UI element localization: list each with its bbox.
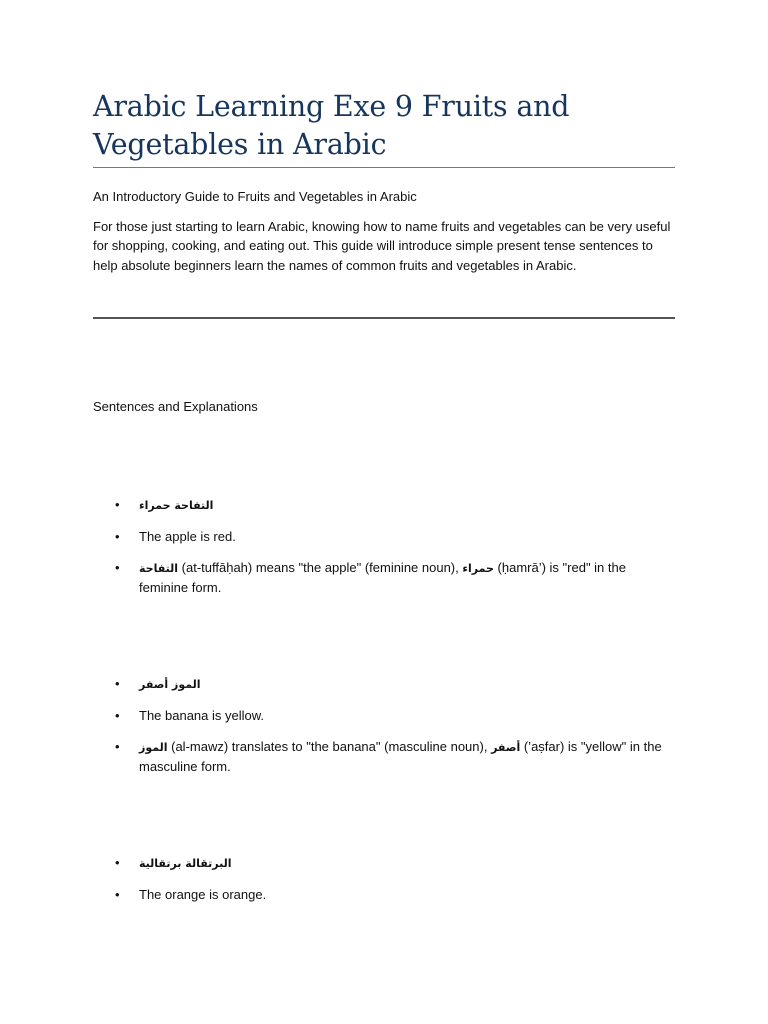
arabic-word: أصفر	[491, 741, 521, 754]
document-title: Arabic Learning Exe 9 Fruits and Vegetables in Arabic	[93, 90, 570, 161]
bullet: •	[115, 739, 120, 754]
list-item-arabic-sentence	[115, 495, 675, 515]
list-item-explanation	[115, 737, 675, 777]
bullet: •	[115, 497, 120, 512]
bullet: •	[115, 560, 120, 575]
arabic-sentence: الموز أصفر	[139, 678, 201, 691]
translation-text: The orange is orange.	[139, 887, 267, 902]
bullet: •	[115, 529, 120, 544]
list-item-arabic-sentence	[115, 674, 675, 694]
list-item-translation	[115, 527, 675, 546]
list-item-arabic-sentence	[115, 853, 675, 873]
bullet: •	[115, 676, 120, 691]
translation-text: The apple is red.	[139, 529, 236, 544]
title-underline	[93, 167, 675, 168]
bullet: •	[115, 708, 120, 723]
list-item-translation	[115, 885, 675, 904]
list-item-translation	[115, 706, 675, 725]
explanation-text: (ḥamrā’) is "red" in the feminine form.	[139, 560, 626, 596]
explanation-text: (at-tuffāḥah) means "the apple" (feminine noun),	[178, 560, 463, 575]
list-item-explanation	[115, 558, 675, 598]
document-subtitle: An Introductory Guide to Fruits and Vegetables in Arabic	[93, 189, 417, 204]
arabic-word: التفاحة	[139, 562, 179, 575]
arabic-word: الموز	[139, 741, 168, 754]
explanation-text: (al-mawz) translates to "the banana" (masculine noun),	[167, 739, 492, 754]
horizontal-divider	[93, 317, 675, 319]
translation-text: The banana is yellow.	[139, 708, 265, 723]
arabic-sentence: البرتقالة برتقالية	[139, 857, 232, 870]
arabic-sentence: التفاحة حمراء	[139, 499, 214, 512]
bullet: •	[115, 887, 120, 902]
explanation-text: (’aṣfar) is "yellow" in the masculine form.	[139, 739, 662, 775]
bullet: •	[115, 855, 120, 870]
section-heading: Sentences and Explanations	[93, 399, 258, 414]
intro-paragraph: For those just starting to learn Arabic, knowing how to name fruits and vegetables can be very useful for shopping, cooking, and eating out. This guide will introduce simple present tense sentences to help absolute beginners learn the names of common fruits and vegetables in Arabic.	[93, 219, 671, 273]
arabic-word: حمراء	[462, 562, 494, 575]
